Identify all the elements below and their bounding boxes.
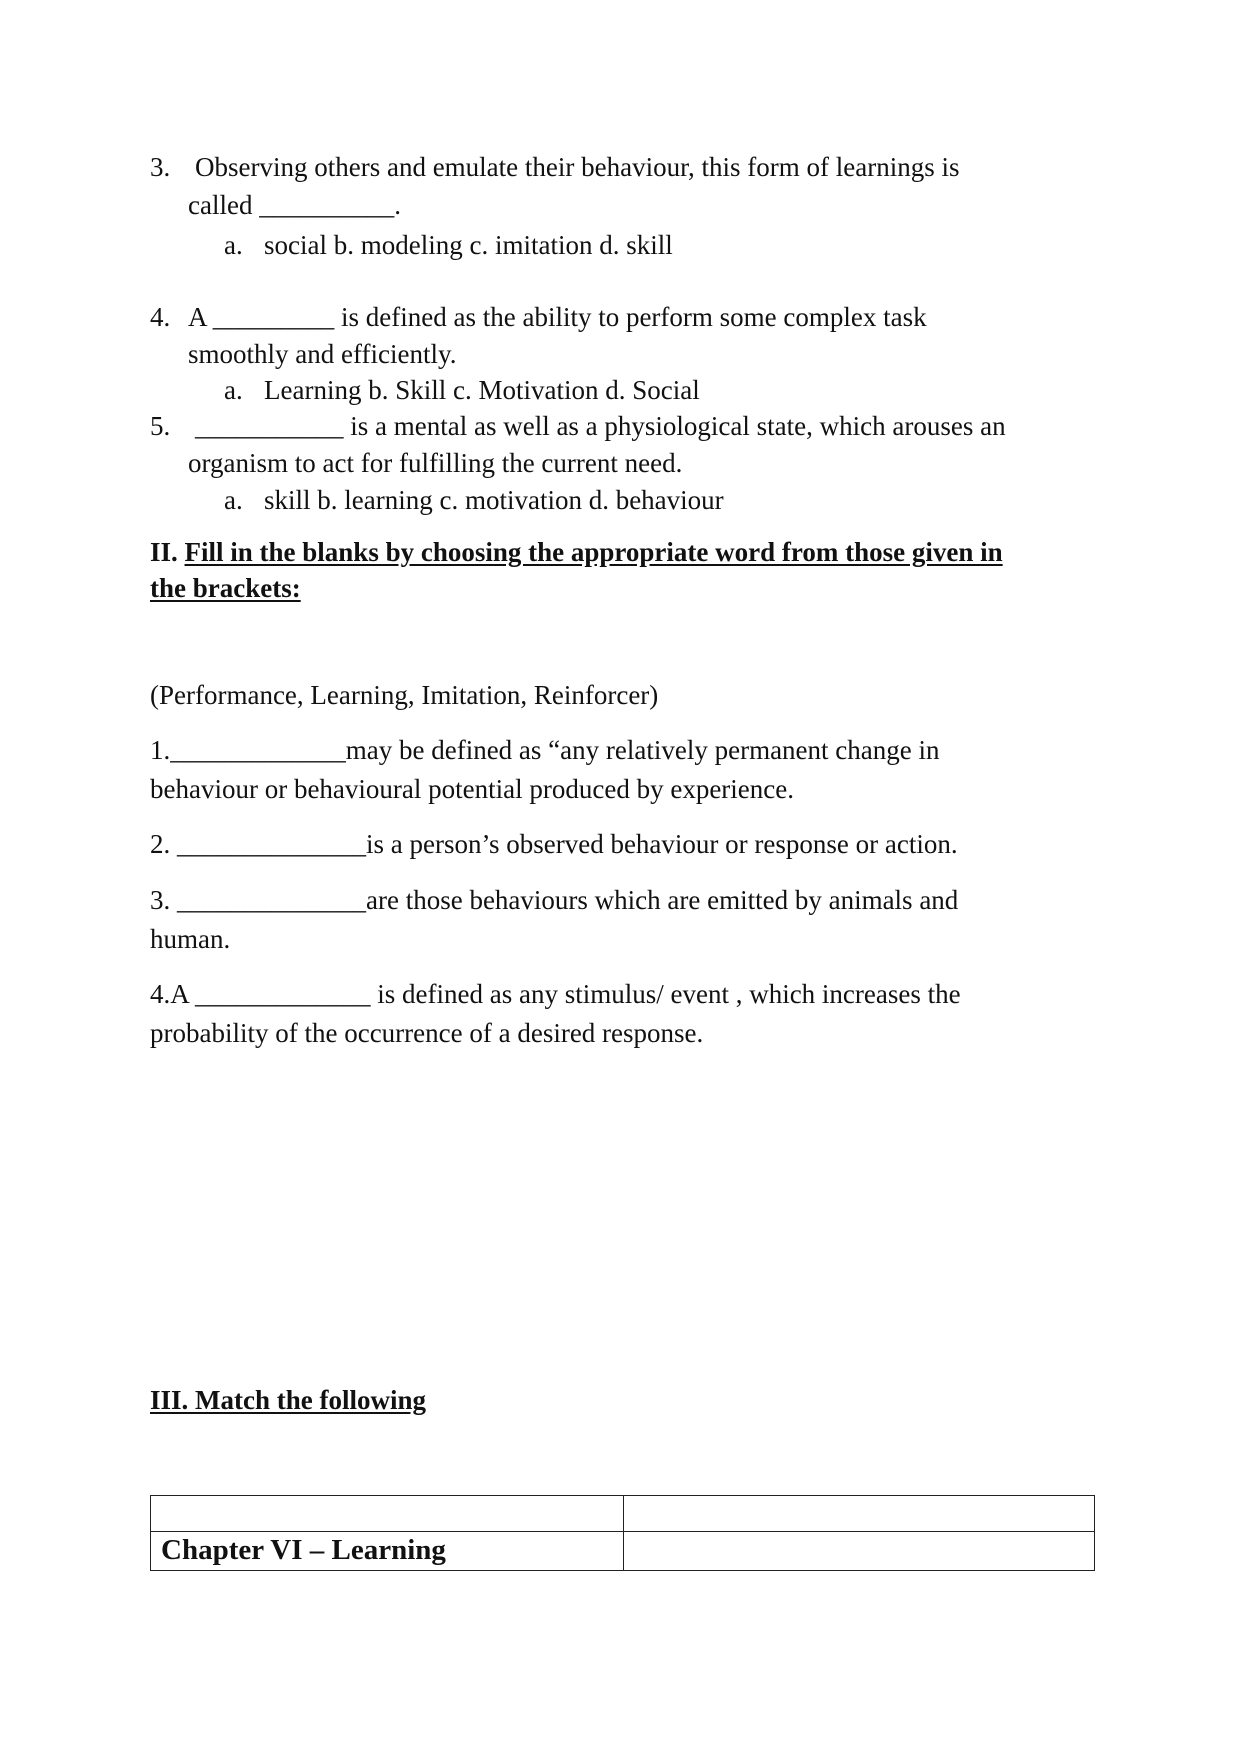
fill-blank-1-line2: behaviour or behavioural potential produced by experience. (150, 774, 794, 804)
question-text: ___________ is a mental as well as a physiological state, which arouses an (195, 411, 1006, 441)
table-cell (624, 1496, 1095, 1532)
section-heading-continued: the brackets: (150, 573, 301, 603)
section-heading (150, 535, 1003, 570)
section-heading: III. Match the following (150, 1385, 426, 1415)
answer-options: Learning b. Skill c. Motivation d. Social (264, 375, 700, 405)
table-cell (151, 1496, 624, 1532)
answer-options: skill b. learning c. motivation d. behaviour (264, 485, 724, 515)
question-number: 4. (150, 302, 171, 332)
table-cell: Chapter VI – Learning (151, 1532, 624, 1571)
question-number: 5. (150, 411, 171, 441)
fill-blank-4-line1: 4.A _____________ is defined as any stimulus/ event , which increases the (150, 979, 961, 1009)
question-number: 3. (150, 152, 171, 182)
fill-blank-4-line2: probability of the occurrence of a desired response. (150, 1018, 704, 1048)
question-text: called __________. (188, 190, 401, 220)
table-cell (624, 1532, 1095, 1571)
option-letter: a. (224, 485, 243, 515)
question-text: A _________ is defined as the ability to perform some complex task (188, 302, 927, 332)
fill-blank-2-line1: 2. ______________is a person’s observed behaviour or response or action. (150, 829, 958, 859)
option-letter: a. (224, 230, 243, 260)
table-row (151, 1532, 1095, 1571)
fill-blank-1-line1: 1._____________may be defined as “any relatively permanent change in (150, 735, 940, 765)
word-bank: (Performance, Learning, Imitation, Reinforcer) (150, 680, 659, 710)
question-text: Observing others and emulate their behaviour, this form of learnings is (195, 152, 960, 182)
question-text: smoothly and efficiently. (188, 339, 457, 369)
section-heading-text: Fill in the blanks by choosing the appropriate word from those given in (184, 537, 1003, 567)
table-row (151, 1496, 1095, 1532)
section-numeral: II. (150, 537, 178, 567)
option-letter: a. (224, 375, 243, 405)
match-table (150, 1495, 1095, 1571)
fill-blank-3-line2: human. (150, 924, 231, 954)
fill-blank-3-line1: 3. ______________are those behaviours which are emitted by animals and (150, 885, 959, 915)
answer-options: social b. modeling c. imitation d. skill (264, 230, 673, 260)
question-text: organism to act for fulfilling the current need. (188, 448, 683, 478)
